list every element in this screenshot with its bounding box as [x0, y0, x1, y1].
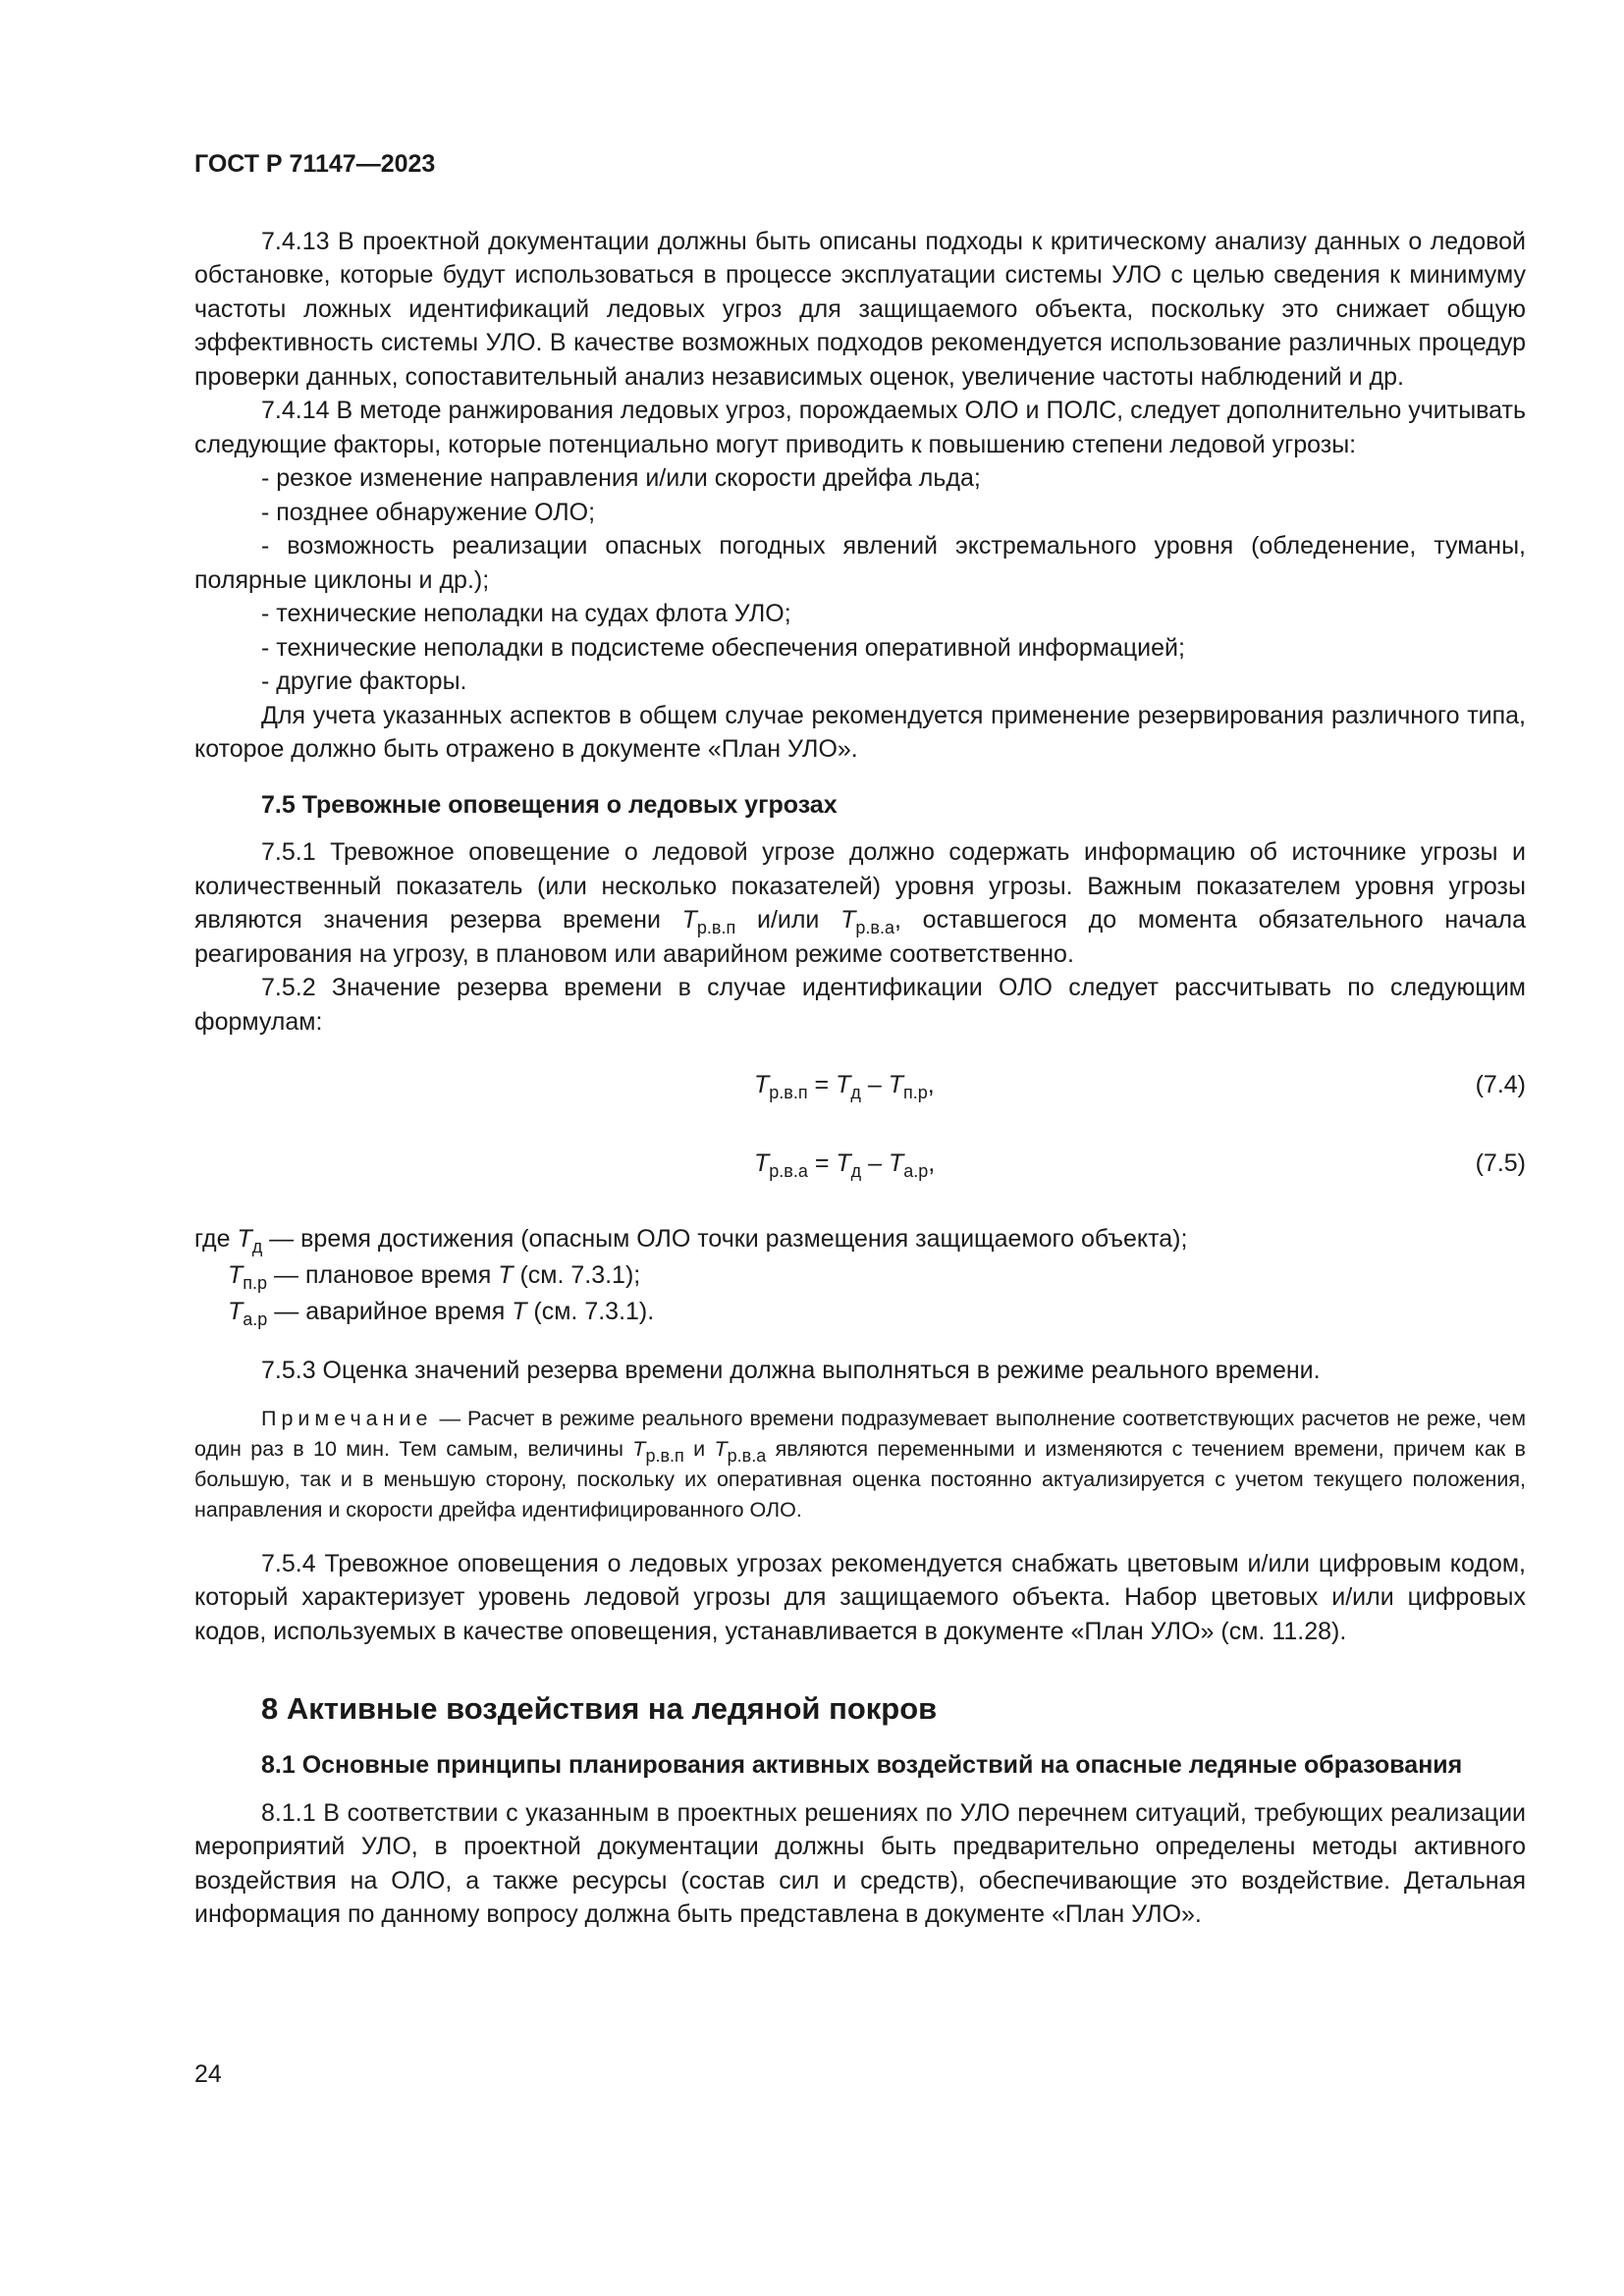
paragraph-8-1-1: 8.1.1 В соответствии с указанным в проектных решениях по УЛО перечнем ситуаций, требующих реализации мероприятий УЛО, в проектной документации должны быть предварительно определены методы активного воздействия на ОЛО, а также ресурсы (состав сил и средств), обеспечивающие это воздействие. Детальная информация по данному вопросу должна быть представлена в документе «План УЛО».	[194, 1798, 1526, 1928]
formula-expression: $T_{р.в.а} = T_д - T_{а.р}$,	[754, 1149, 936, 1181]
paragraph-7-4-13: 7.4.13 В проектной документации должны быть описаны подходы к критическому анализу данных о ледовой обстановке, которые будут использоваться в процессе эксплуатации системы УЛО с целью сведения к минимуму частоты ложных идентификаций ледовых угроз для защищаемого объекта, поскольку это снижает общую эффективность системы УЛО. В качестве возможных подходов рекомендуется использование различных процедур проверки данных, сопоставительный анализ независимых оценок, увеличение частоты наблюдений и др.	[194, 227, 1526, 391]
formula-7-5	[194, 1147, 1526, 1182]
factor-list	[194, 461, 1526, 699]
list-item: - технические неполадки на судах флота УЛО;	[261, 600, 791, 627]
formula-number: (7.4)	[1475, 1071, 1526, 1098]
legend-row: $T_{а.р}$ — аварийное время T (см. 7.3.1).	[228, 1298, 655, 1329]
section-heading-8: 8 Активные воздействия на ледяной покров	[261, 1691, 938, 1726]
formula-7-4	[194, 1068, 1526, 1103]
legend-row: $T_{п.р}$ — плановое время T (см. 7.3.1);	[228, 1261, 641, 1293]
list-item: - технические неполадки в подсистеме обеспечения оперативной информацией;	[261, 633, 1185, 662]
list-item: - резкое изменение направления и/или скорости дрейфа льда;	[261, 464, 981, 492]
paragraph-7-5-1: 7.5.1 Тревожное оповещение о ледовой угрозе должно содержать информацию об источнике угрозы и количественный показатель (или несколько показателей) уровня угрозы. Важным показателем уровня угрозы являются значения резерва времени $T_{р.в.п}$ и/или $T_{р.в.а}$, оставшегося до момента обязательного начала реагирования на угрозу, в плановом или аварийном режиме соответственно.	[194, 838, 1526, 968]
formula-expression: $T_{р.в.п} = T_д - T_{п.р}$,	[754, 1071, 935, 1102]
paragraph-7-5-4: 7.5.4 Тревожное оповещения о ледовых угрозах рекомендуется снабжать цветовым и/или цифровым кодом, который характеризует уровень ледовой угрозы для защищаемого объекта. Набор цветовых и/или цифровых кодов, используемых в качестве оповещения, устанавливается в документе «План УЛО» (см. 11.28).	[194, 1549, 1526, 1645]
heading-8-1: 8.1 Основные принципы планирования активных воздействий на опасные ледяные образования	[261, 1751, 1463, 1779]
formula-number: (7.5)	[1475, 1149, 1526, 1177]
paragraph-7-5-3: 7.5.3 Оценка значений резерва времени должна выполняться в режиме реального времени.	[261, 1357, 1321, 1384]
note: Примечание — Расчет в режиме реального времени подразумевает выполнение соответствующих расчетов не реже, чем один раз в 10 мин. Тем самым, величины $T_{р.в.п}$ и $T_{р.в.а}$ являются переменными и изменяются с течением времени, причем как в большую, так и в меньшую сторону, поскольку их оперативная оценка постоянно актуализируется с учетом текущего положения, направления и скорости дрейфа идентифицированного ОЛО.	[194, 1406, 1526, 1522]
list-item: - другие факторы.	[261, 667, 467, 695]
list-item: - возможность реализации опасных погодных явлений экстремального уровня (обледенение, туманы, полярные циклоны и др.);	[194, 532, 1526, 594]
paragraph-7-5-2: 7.5.2 Значение резерва времени в случае идентификации ОЛО следует рассчитывать по следующим формулам:	[194, 974, 1526, 1036]
formula-legend	[194, 1221, 1526, 1330]
paragraph-7-4-14: 7.4.14 В методе ранжирования ледовых угроз, порождаемых ОЛО и ПОЛС, следует дополнительно учитывать следующие факторы, которые потенциально могут приводить к повышению степени ледовой угрозы:	[194, 397, 1526, 458]
heading-7-5: 7.5 Тревожные оповещения о ледовых угрозах	[261, 790, 838, 819]
paragraph-reserve: Для учета указанных аспектов в общем случае рекомендуется применение резервирования различного типа, которое должно быть отражено в документе «План УЛО».	[194, 701, 1526, 763]
legend-row: где $T_д$ — время достижения (опасным ОЛО точки размещения защищаемого объекта);	[194, 1225, 1188, 1256]
list-item: - позднее обнаружение ОЛО;	[261, 498, 596, 526]
standard-header: ГОСТ Р 71147—2023	[194, 150, 436, 178]
page-number: 24	[194, 2060, 222, 2088]
